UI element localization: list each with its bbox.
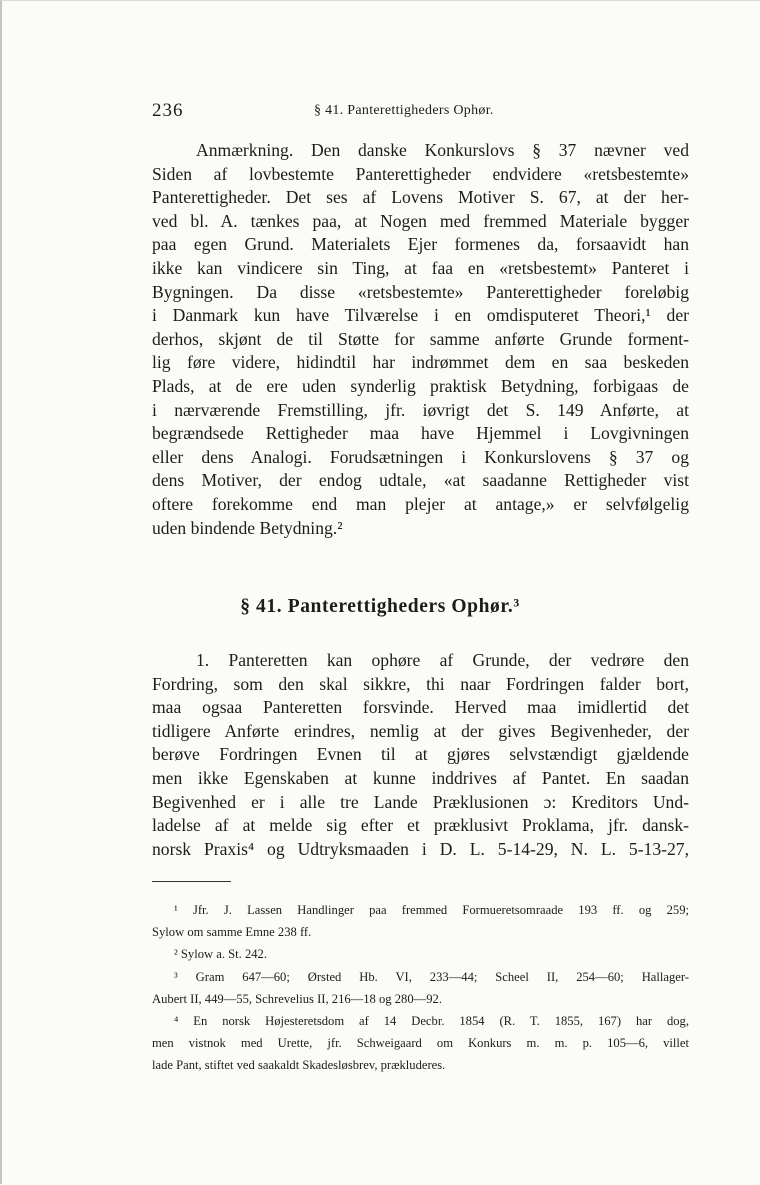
text-line: uden bindende Betydning.² <box>152 517 343 538</box>
text-line: i Danmark kun have Tilværelse i en omdisputeret Theori,¹ der <box>152 305 689 326</box>
footnote-line: lade Pant, stiftet ved saakaldt Skadesløsbrev, prækluderes. <box>152 1058 446 1073</box>
page-header <box>152 100 692 122</box>
text-line: ved bl. A. tænkes paa, at Nogen med fremmed Materiale bygger <box>152 210 689 231</box>
text-line: Panterettigheder. Det ses af Lovens Motiver S. 67, at der her- <box>152 187 689 208</box>
footnote-line: Aubert II, 449—55, Schrevelius II, 216—18 og 280—92. <box>152 991 442 1006</box>
text-line: Siden af lovbestemte Panterettigheder endvidere «retsbestemte» <box>152 163 689 184</box>
text-line: dens Motiver, der endog udtale, «at saadanne Rettigheder vist <box>152 470 689 491</box>
text-line: ikke kan vindicere sin Ting, at faa en «retsbestemt» Panteret i <box>152 257 689 278</box>
text-line: Begivenhed er i alle tre Lande Præklusionen ɔ: Kreditors Und- <box>152 791 689 812</box>
footnote-line: Sylow om samme Emne 238 ff. <box>152 925 312 940</box>
anmaerkning-paragraph <box>152 139 689 540</box>
text-line: paa egen Grund. Materialets Ejer formenes da, forsaavidt han <box>152 234 689 255</box>
text-line: maa ogsaa Panteretten forsvinde. Herved maa imidlertid det <box>152 697 689 718</box>
text-line: men ikke Egenskaben at kunne inddrives af Pantet. En saadan <box>152 767 689 788</box>
text-line: oftere forekomme end man plejer at antage,» er selvfølgelig <box>152 493 689 514</box>
footnote-line: ³ Gram 647—60; Ørsted Hb. VI, 233—44; Scheel II, 254—60; Hallager- <box>174 969 689 984</box>
paragraph-1 <box>152 649 689 861</box>
text-line: Plads, at de ere uden synderlig praktisk Betydning, forbigaas de <box>152 375 689 396</box>
page-number: 236 <box>152 100 184 121</box>
text-line: tidligere Anførte erindres, nemlig at der gives Begivenheder, der <box>152 720 689 741</box>
text-line: derhos, skjønt de til Støtte for samme anførte Grunde forment- <box>152 328 689 349</box>
footnote-divider <box>152 881 231 882</box>
footnotes <box>152 899 689 1077</box>
text-line: eller dens Analogi. Forudsætningen i Konkurslovens § 37 og <box>152 446 689 467</box>
running-head: § 41. Panterettigheders Ophør. <box>314 103 494 118</box>
text-line: norsk Praxis⁴ og Udtryksmaaden i D. L. 5-14-29, N. L. 5-13-27, <box>152 838 689 859</box>
text-line: berøve Fordringen Evnen til at gjøres selvstændigt gjældende <box>152 744 689 765</box>
footnote-line: ¹ Jfr. J. Lassen Handlinger paa fremmed Formueretsomraade 193 ff. og 259; <box>174 903 689 917</box>
text-line: begrændsede Rettigheder maa have Hjemmel i Lovgivningen <box>152 423 689 444</box>
section-heading: § 41. Panterettigheders Ophør.³ <box>240 596 520 617</box>
text-line: ladelse af at melde sig efter et præklusivt Proklama, jfr. dansk- <box>152 815 689 836</box>
text-line: Bygningen. Da disse «retsbestemte» Panterettigheder foreløbig <box>152 281 689 302</box>
text-line: i nærværende Fremstilling, jfr. iøvrigt det S. 149 Anførte, at <box>152 399 689 420</box>
text-line: lig føre videre, hidindtil har indrømmet dem en saa beskeden <box>152 352 689 373</box>
text-line: Fordring, som den skal sikkre, thi naar Fordringen falder bort, <box>152 673 689 694</box>
text-line: Anmærkning. Den danske Konkurslovs § 37 nævner ved <box>196 140 689 160</box>
footnote-line: men vistnok med Urette, jfr. Schweigaard om Konkurs m. m. p. 105—6, villet <box>152 1036 689 1051</box>
text-line: 1. Panteretten kan ophøre af Grunde, der vedrøre den <box>196 650 689 670</box>
footnote-line: ⁴ En norsk Højesteretsdom af 14 Decbr. 1854 (R. T. 1855, 167) har dog, <box>174 1014 689 1029</box>
footnote-line: ² Sylow a. St. 242. <box>174 947 267 962</box>
